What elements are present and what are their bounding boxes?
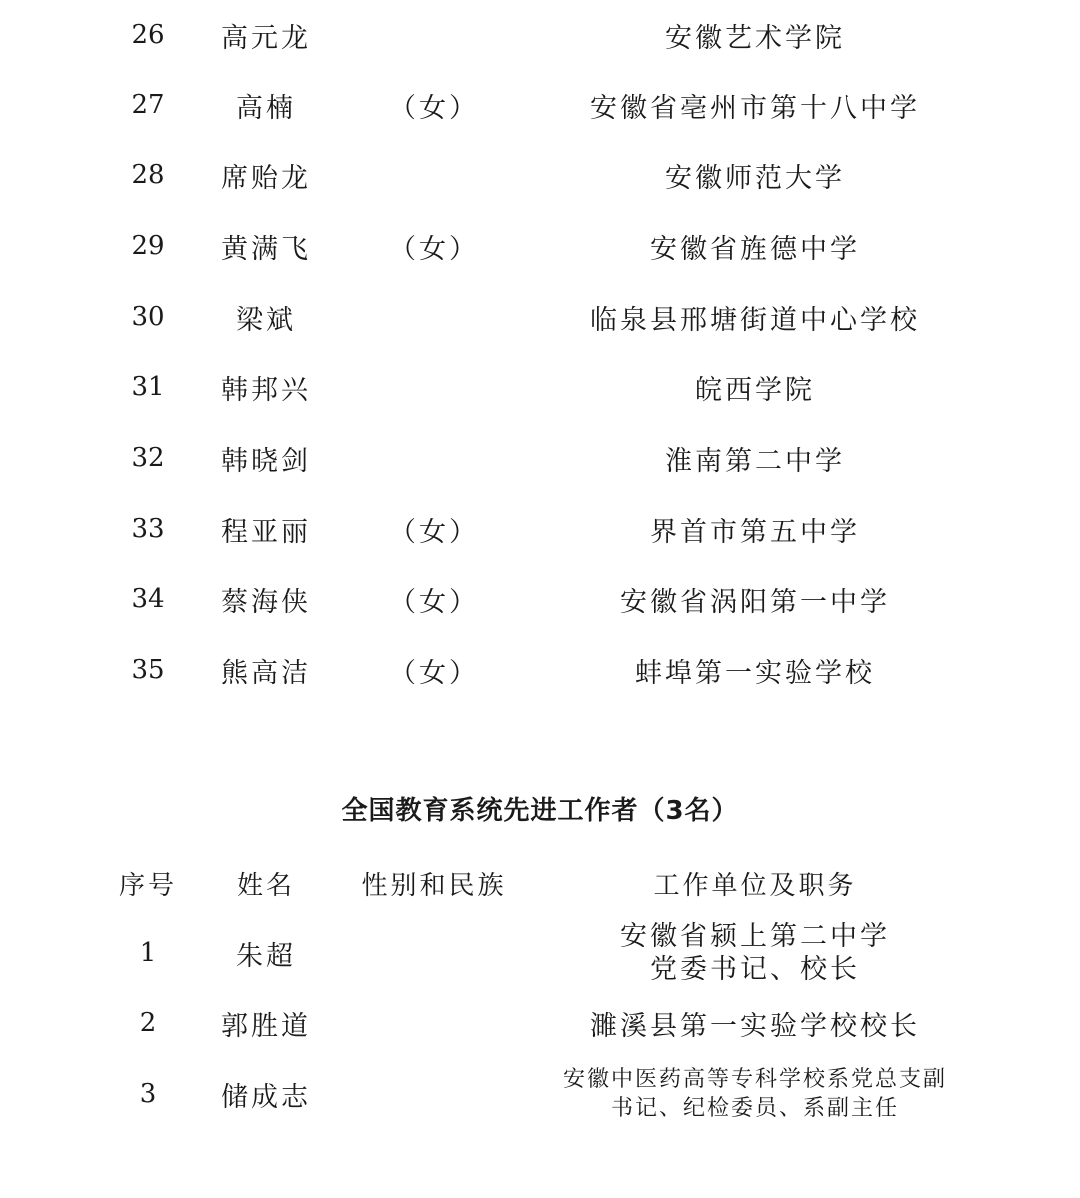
person-name: 朱超	[236, 940, 296, 972]
work-unit	[540, 1059, 970, 1129]
section-title: 全国教育系统先进工作者（3名）	[341, 795, 739, 826]
work-unit: 临泉县邢塘街道中心学校	[590, 304, 920, 336]
table-row	[0, 0, 1080, 70]
work-unit-line: 党委书记、校长	[650, 954, 860, 985]
table-row	[0, 918, 1080, 988]
header-name: 姓名	[236, 870, 295, 901]
row-number: 1	[139, 938, 157, 968]
person-name: 郭胜道	[221, 1010, 311, 1042]
person-name: 韩邦兴	[221, 374, 311, 406]
table-row	[0, 282, 1080, 352]
gender-note	[356, 0, 512, 70]
table-header	[0, 848, 1080, 918]
header-gender: 性别和民族	[361, 870, 507, 901]
work-unit: 安徽省亳州市第十八中学	[590, 92, 920, 124]
work-unit: 安徽艺术学院	[665, 22, 845, 54]
table-row	[0, 423, 1080, 493]
work-unit: 安徽省涡阳第一中学	[620, 586, 890, 618]
table-row	[0, 635, 1080, 705]
work-unit-line: 安徽中医药高等专科学校系党总支副	[562, 1067, 947, 1092]
table-row	[0, 352, 1080, 422]
person-name: 席贻龙	[221, 162, 311, 194]
row-number: 30	[131, 302, 165, 332]
person-name: 高元龙	[221, 22, 311, 54]
work-unit: 安徽师范大学	[665, 162, 845, 194]
work-unit: 淮南第二中学	[665, 445, 845, 477]
table-row	[0, 494, 1080, 564]
header-unit: 工作单位及职务	[653, 870, 857, 901]
row-number: 28	[131, 160, 165, 190]
gender-note: （女）	[389, 233, 479, 265]
row-number: 31	[131, 372, 165, 402]
gender-note: （女）	[389, 657, 479, 689]
row-number: 26	[131, 20, 165, 50]
table-row	[0, 140, 1080, 210]
gender-note	[356, 140, 512, 210]
gender-note	[356, 423, 512, 493]
work-unit-line: 安徽省颍上第二中学	[620, 921, 890, 952]
work-unit: 皖西学院	[695, 374, 815, 406]
work-unit: 界首市第五中学	[650, 516, 860, 548]
table-row	[0, 1059, 1080, 1129]
person-name: 高楠	[236, 92, 296, 124]
gender-note: （女）	[389, 516, 479, 548]
row-number: 2	[139, 1008, 157, 1038]
person-name: 黄满飞	[221, 233, 311, 265]
work-unit: 濉溪县第一实验学校校长	[590, 1010, 920, 1042]
person-name: 程亚丽	[221, 516, 311, 548]
table-row	[0, 70, 1080, 140]
person-name: 熊高洁	[221, 657, 311, 689]
work-unit: 蚌埠第一实验学校	[635, 657, 875, 689]
work-unit	[540, 918, 970, 988]
table-row	[0, 564, 1080, 634]
person-name: 蔡海侠	[221, 586, 311, 618]
row-number: 32	[131, 443, 165, 473]
header-number: 序号	[118, 870, 177, 901]
person-name: 储成志	[221, 1081, 311, 1113]
row-number: 34	[131, 584, 165, 614]
table-row	[0, 988, 1080, 1058]
work-unit: 安徽省旌德中学	[650, 233, 860, 265]
person-name: 梁斌	[236, 304, 296, 336]
row-number: 33	[131, 514, 165, 544]
row-number: 27	[131, 90, 165, 120]
row-number: 35	[131, 655, 165, 685]
person-name: 韩晓剑	[221, 445, 311, 477]
gender-note	[356, 282, 512, 352]
row-number: 3	[139, 1079, 157, 1109]
gender-note: （女）	[389, 92, 479, 124]
table-row	[0, 211, 1080, 281]
work-unit-line: 书记、纪检委员、系副主任	[610, 1096, 899, 1121]
gender-note	[356, 352, 512, 422]
gender-note: （女）	[389, 586, 479, 618]
row-number: 29	[131, 231, 165, 261]
